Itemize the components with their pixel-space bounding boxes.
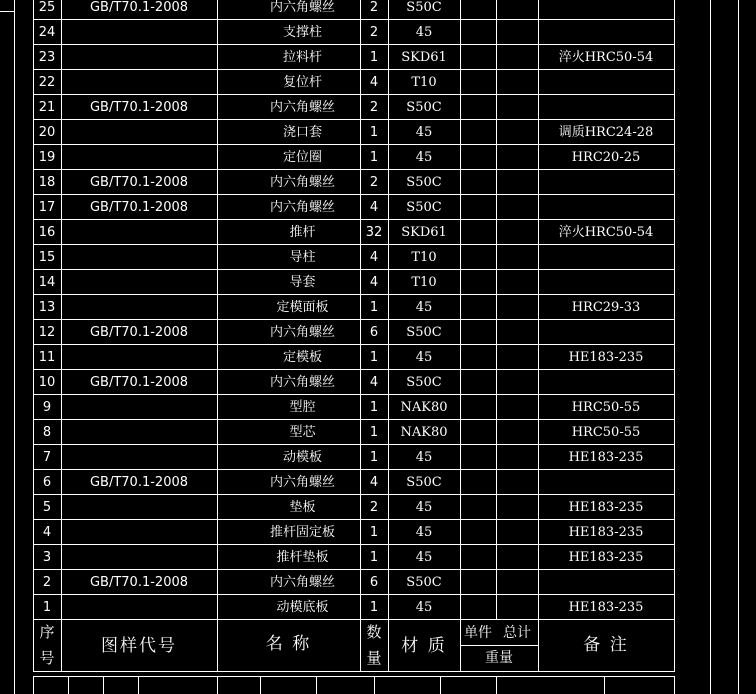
header-no-bottom: 号 (39, 648, 55, 667)
cell-material: S50C (406, 374, 442, 390)
cell-no: 14 (38, 274, 56, 290)
cell-part-name: 推杆固定板 (269, 524, 335, 540)
cell-no: 18 (38, 174, 56, 190)
cell-material: 45 (415, 549, 433, 565)
titleblock-col-1 (103, 676, 104, 694)
header-qty-bottom: 量 (366, 648, 382, 667)
cell-part-name: 浇口套 (282, 124, 322, 140)
cell-part-name: 支撑柱 (282, 24, 322, 40)
cell-part-name: 推杆垫板 (276, 549, 329, 565)
cell-part-name: 内六角螺丝 (269, 199, 335, 215)
cell-part-name: 推杆 (289, 224, 316, 240)
cell-qty: 6 (369, 324, 379, 340)
cell-drawing-code (61, 120, 217, 144)
cell-material: NAK80 (400, 399, 448, 415)
cell-qty: 1 (369, 299, 379, 315)
cell-qty: 2 (369, 174, 379, 190)
cell-drawing-code (61, 20, 217, 44)
titleblock-col-3 (217, 676, 218, 694)
cell-part-name: 动模底板 (276, 599, 329, 615)
cell-part-name: 内六角螺丝 (269, 99, 335, 115)
header-weight: 重量 (485, 650, 513, 666)
cell-material: S50C (406, 99, 442, 115)
cell-qty: 4 (369, 474, 379, 490)
cell-qty: 4 (369, 249, 379, 265)
cell-remark: 淬火HRC50-54 (558, 224, 654, 240)
cell-no: 20 (38, 124, 56, 140)
cell-no: 1 (42, 599, 52, 615)
cell-drawing-code (61, 420, 217, 444)
header-material: 材 质 (401, 635, 447, 656)
cell-part-name: 内六角螺丝 (269, 0, 335, 15)
cell-qty: 1 (369, 449, 379, 465)
cell-part-name: 定模面板 (276, 299, 329, 315)
cell-remark (538, 20, 674, 44)
header-name: 名 称 (265, 633, 312, 654)
cell-drawing-code (61, 595, 217, 619)
cell-qty: 6 (369, 574, 379, 590)
cell-drawing-code: GB/T70.1-2008 (89, 174, 189, 190)
cell-drawing-code (61, 495, 217, 519)
cell-no: 25 (38, 0, 56, 15)
cell-remark (538, 270, 674, 294)
table-col-line-mid (496, 0, 497, 620)
cell-remark (538, 245, 674, 269)
cell-qty: 1 (369, 549, 379, 565)
cell-part-name: 动模板 (282, 449, 322, 465)
cell-material: 45 (415, 149, 433, 165)
cell-no: 21 (38, 99, 56, 115)
cell-no: 5 (42, 499, 52, 515)
cell-drawing-code: GB/T70.1-2008 (89, 474, 189, 490)
cell-part-name: 型腔 (289, 399, 316, 415)
titleblock-right (674, 676, 675, 694)
cell-drawing-code (61, 345, 217, 369)
cell-drawing-code (61, 145, 217, 169)
cell-qty: 4 (369, 374, 379, 390)
cell-remark: HRC20-25 (571, 149, 641, 165)
cell-part-name: 内六角螺丝 (269, 374, 335, 390)
cell-drawing-code (61, 445, 217, 469)
cell-drawing-code: GB/T70.1-2008 (89, 574, 189, 590)
cell-remark: HE183-235 (568, 549, 644, 565)
cell-drawing-code: GB/T70.1-2008 (89, 374, 189, 390)
titleblock-col-7 (440, 676, 441, 694)
cell-no: 4 (42, 524, 52, 540)
cell-remark: HE183-235 (568, 599, 644, 615)
frame-right-inner (710, 0, 711, 694)
header-remarks: 备 注 (583, 634, 629, 655)
cell-remark (538, 370, 674, 394)
titleblock-col-6 (374, 676, 375, 694)
cell-qty: 1 (369, 524, 379, 540)
cell-qty: 2 (369, 99, 379, 115)
cell-qty: 1 (369, 49, 379, 65)
cell-remark: 调质HRC24-28 (558, 124, 654, 140)
cell-material: SKD61 (401, 224, 447, 240)
cell-drawing-code: GB/T70.1-2008 (89, 324, 189, 340)
titleblock-col-4 (260, 676, 261, 694)
cell-part-name: 复位杆 (282, 74, 322, 90)
cell-qty: 4 (369, 274, 379, 290)
titleblock-col-2 (138, 676, 139, 694)
cell-remark (538, 170, 674, 194)
cell-qty: 4 (369, 199, 379, 215)
cell-drawing-code: GB/T70.1-2008 (89, 99, 189, 115)
cell-no: 9 (42, 399, 52, 415)
cell-no: 11 (38, 349, 56, 365)
cell-remark: HE183-235 (568, 524, 644, 540)
cell-material: S50C (406, 474, 442, 490)
cell-qty: 2 (369, 499, 379, 515)
cell-qty: 4 (369, 74, 379, 90)
cell-remark: HE183-235 (568, 349, 644, 365)
cell-no: 7 (42, 449, 52, 465)
cell-remark: HRC50-55 (571, 424, 641, 440)
cell-drawing-code (61, 220, 217, 244)
cell-no: 16 (38, 224, 56, 240)
cell-no: 8 (42, 424, 52, 440)
cell-part-name: 导柱 (289, 249, 316, 265)
cell-part-name: 定位圈 (282, 149, 322, 165)
cell-part-name: 导套 (289, 274, 316, 290)
cell-qty: 2 (369, 0, 379, 15)
cell-remark: 淬火HRC50-54 (558, 49, 654, 65)
cell-no: 6 (42, 474, 52, 490)
cell-qty: 32 (365, 224, 383, 240)
cell-remark (538, 95, 674, 119)
cell-drawing-code (61, 295, 217, 319)
cell-material: 45 (415, 124, 433, 140)
header-no-top: 序 (39, 622, 55, 641)
cell-drawing-code (61, 395, 217, 419)
cell-remark: HE183-235 (568, 449, 644, 465)
cell-material: 45 (415, 299, 433, 315)
cell-part-name: 内六角螺丝 (269, 474, 335, 490)
cell-part-name: 内六角螺丝 (269, 174, 335, 190)
cell-no: 17 (38, 199, 56, 215)
cell-qty: 1 (369, 599, 379, 615)
titleblock-left (33, 676, 34, 694)
cell-material: S50C (406, 174, 442, 190)
cell-part-name: 型芯 (289, 424, 316, 440)
cell-no: 19 (38, 149, 56, 165)
cell-material: T10 (411, 74, 437, 90)
cell-material: T10 (411, 249, 437, 265)
header-drawing-code: 图样代号 (101, 635, 177, 656)
cell-material: 45 (415, 24, 433, 40)
cell-part-name: 内六角螺丝 (269, 324, 335, 340)
cell-remark: HRC50-55 (571, 399, 641, 415)
table-col-line-7 (674, 0, 675, 672)
cell-no: 23 (38, 49, 56, 65)
cell-remark (538, 570, 674, 594)
titleblock-top (33, 676, 674, 677)
cell-material: 45 (415, 599, 433, 615)
cell-material: S50C (406, 324, 442, 340)
cell-remark (538, 70, 674, 94)
cell-part-name: 拉料杆 (282, 49, 322, 65)
cell-part-name: 内六角螺丝 (269, 574, 335, 590)
cell-no: 12 (38, 324, 56, 340)
cell-drawing-code: GB/T70.1-2008 (89, 199, 189, 215)
cell-material: 45 (415, 449, 433, 465)
cell-drawing-code (61, 45, 217, 69)
cell-material: 45 (415, 349, 433, 365)
titleblock-col-0 (68, 676, 69, 694)
cell-drawing-code: GB/T70.1-2008 (89, 0, 189, 15)
cell-no: 2 (42, 574, 52, 590)
cell-no: 10 (38, 374, 56, 390)
cell-drawing-code (61, 520, 217, 544)
cell-no: 3 (42, 549, 52, 565)
cell-drawing-code (61, 70, 217, 94)
cell-material: S50C (406, 199, 442, 215)
cell-part-name: 定模板 (282, 349, 322, 365)
cell-material: T10 (411, 274, 437, 290)
cell-remark: HRC29-33 (571, 299, 641, 315)
cell-qty: 1 (369, 124, 379, 140)
frame-left-line (14, 0, 15, 694)
cell-no: 13 (38, 299, 56, 315)
frame-left-tick (0, 11, 14, 12)
cell-remark (538, 195, 674, 219)
cell-remark (538, 320, 674, 344)
cell-drawing-code (61, 545, 217, 569)
cell-drawing-code (61, 270, 217, 294)
cell-remark (538, 470, 674, 494)
titleblock-col-5 (316, 676, 317, 694)
header-total-weight: 总计 (503, 624, 531, 641)
cell-qty: 1 (369, 349, 379, 365)
cell-qty: 1 (369, 149, 379, 165)
cell-no: 15 (38, 249, 56, 265)
cell-material: 45 (415, 524, 433, 540)
table-col-line-5 (460, 0, 461, 672)
cell-remark (538, 0, 674, 19)
cell-material: 45 (415, 499, 433, 515)
frame-right-outer (738, 0, 739, 694)
cell-qty: 1 (369, 399, 379, 415)
cell-qty: 1 (369, 424, 379, 440)
titleblock-col-8 (496, 676, 497, 694)
header-unit-weight: 单件 (464, 624, 492, 641)
header-qty-top: 数 (366, 622, 382, 641)
cell-part-name: 垫板 (289, 499, 316, 515)
cell-material: SKD61 (401, 49, 447, 65)
cell-qty: 2 (369, 24, 379, 40)
cell-no: 24 (38, 24, 56, 40)
cell-material: NAK80 (400, 424, 448, 440)
titleblock-col-9 (604, 676, 605, 694)
cell-remark: HE183-235 (568, 499, 644, 515)
cell-no: 22 (38, 74, 56, 90)
cell-material: S50C (406, 574, 442, 590)
cell-drawing-code (61, 245, 217, 269)
cell-material: S50C (406, 0, 442, 15)
